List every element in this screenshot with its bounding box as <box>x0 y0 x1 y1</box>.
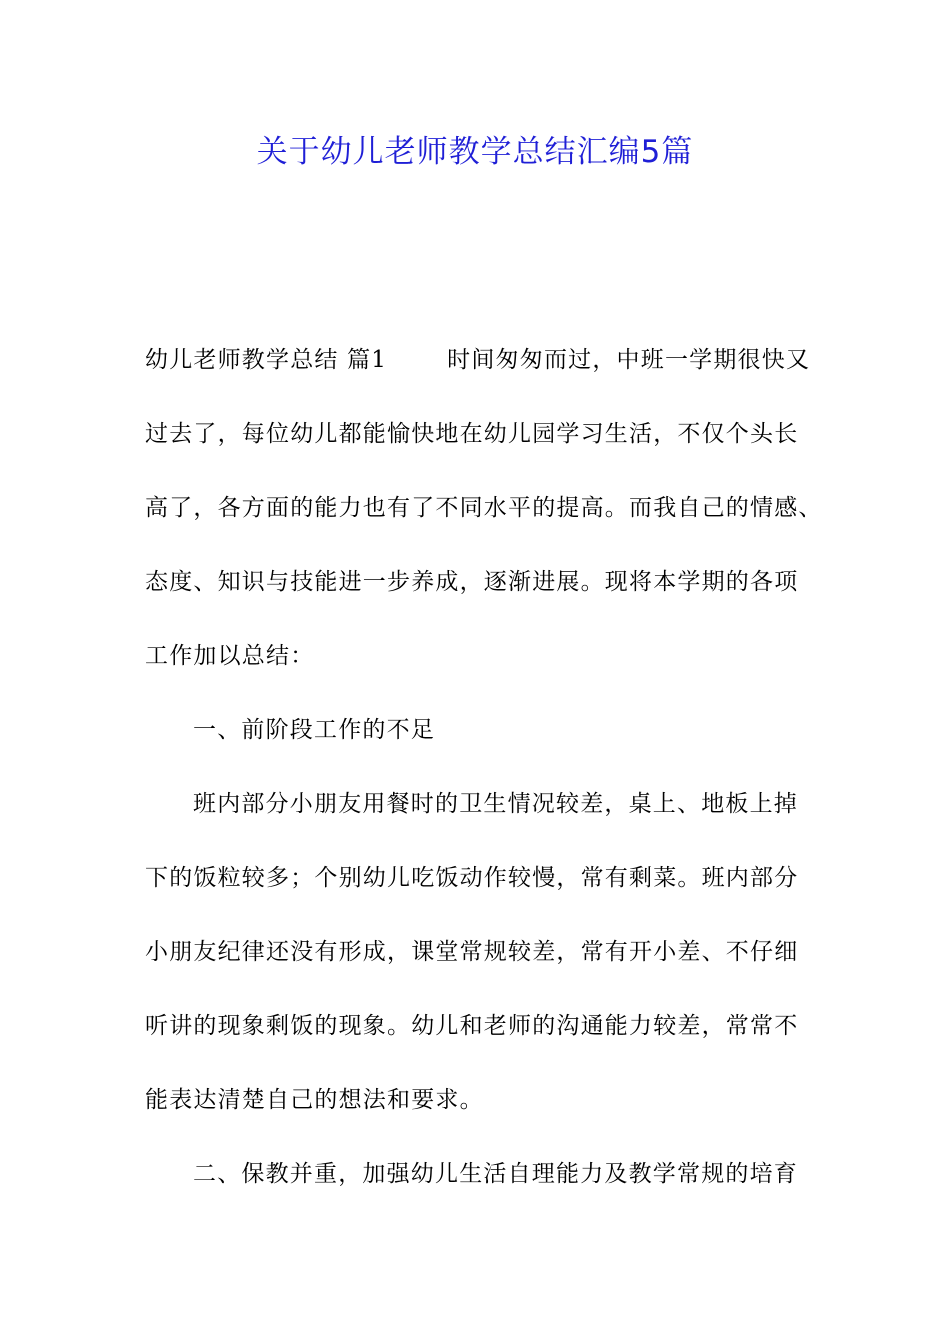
paragraph-line: 班内部分小朋友用餐时的卫生情况较差，桌上、地板上掉 <box>193 791 798 817</box>
section-heading: 二、保教并重，加强幼儿生活自理能力及教学常规的培育 <box>193 1161 798 1187</box>
paragraph-line: 过去了，每位幼儿都能愉快地在幼儿园学习生活，不仅个头长 <box>145 421 799 447</box>
paragraph-line: 能表达清楚自己的想法和要求。 <box>145 1087 484 1113</box>
paragraph-line: 态度、知识与技能进一步养成，逐渐进展。现将本学期的各项 <box>145 569 799 595</box>
paragraph-line: 高了，各方面的能力也有了不同水平的提高。而我自己的情感、 <box>145 495 823 521</box>
paragraph-line: 工作加以总结： <box>145 643 315 669</box>
paragraph-line <box>145 333 825 407</box>
paragraph-line: 听讲的现象剩饭的现象。幼儿和老师的沟通能力较差，常常不 <box>145 1013 799 1039</box>
paragraph-line: 小朋友纪律还没有形成，课堂常规较差，常有开小差、不仔细 <box>145 939 799 965</box>
document-title: 关于幼儿老师教学总结汇编5篇 <box>256 134 694 170</box>
line-text: 时间匆匆而过，中班一学期很快又 <box>447 347 811 373</box>
section-label: 幼儿老师教学总结 篇1 <box>145 347 388 373</box>
document-body <box>145 333 825 1221</box>
section-heading: 一、前阶段工作的不足 <box>193 717 435 743</box>
paragraph-line: 下的饭粒较多；个别幼儿吃饭动作较慢，常有剩菜。班内部分 <box>145 865 799 891</box>
